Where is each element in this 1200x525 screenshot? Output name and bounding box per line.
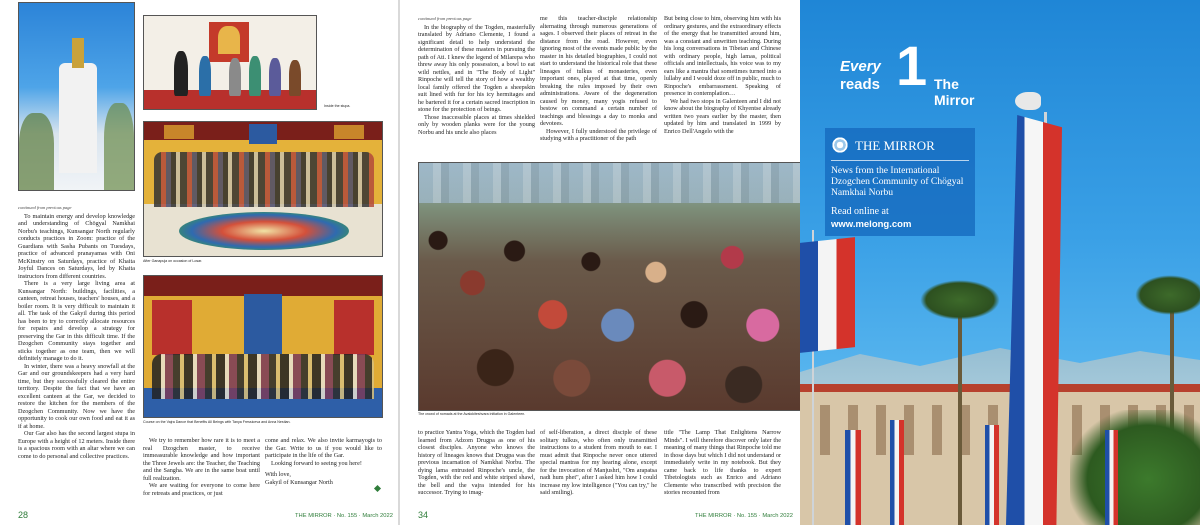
tagline: News from the International Dzogchen Community of Chögyal Namkhai Norbu bbox=[831, 165, 964, 198]
flag-main bbox=[1006, 115, 1062, 525]
flag-small bbox=[1105, 430, 1118, 525]
middle-page bbox=[400, 0, 800, 525]
left-column-1 bbox=[18, 204, 135, 460]
paragraph: title "The Lamp That Enlightens Narrow Minds". I will therefore discover only later the meaning of many things that Rinpoche told me in those days but which I did not understand or immediately write in my notebook. But they came back to life thanks to expert Tibetologists such as Enrico and Adriano Clemente who transcribed with precision the stories recounted from bbox=[664, 429, 781, 496]
flag-small bbox=[845, 430, 861, 525]
headline-mirror: Mirror bbox=[934, 92, 975, 108]
paragraph: Gakyil of Kunsangar North bbox=[265, 478, 333, 486]
page-footer: THE MIRROR · No. 155 · March 2022 bbox=[295, 513, 393, 519]
mirror-logo-icon bbox=[831, 136, 849, 154]
ganapuja-caption: After Ganapuja on occasion of Losar. bbox=[143, 259, 203, 263]
roof bbox=[800, 384, 1200, 392]
middle-column-1 bbox=[418, 15, 535, 136]
middle-bottom-column-3 bbox=[664, 429, 781, 497]
page-footer: THE MIRROR · No. 155 · March 2022 bbox=[695, 513, 793, 519]
info-box bbox=[825, 128, 975, 236]
flag-small bbox=[890, 420, 904, 525]
paragraph: Looking forward to seeing you here! bbox=[271, 459, 362, 467]
paragraph: come and relax. We also invite karmayogis to the Gar. Write to us if you would like to participate in the life of the Gar. bbox=[265, 437, 382, 459]
middle-bottom-column-1 bbox=[418, 429, 535, 497]
paragraph: With love, bbox=[265, 471, 291, 478]
tree-foliage bbox=[1070, 410, 1200, 525]
headline-the: The bbox=[934, 76, 959, 92]
mountain-silhouette bbox=[800, 330, 1200, 390]
cover-page bbox=[800, 0, 1200, 525]
nomads-caption: The crowd of nomads at the Avalokiteshvara initiation in Galenteen. bbox=[418, 412, 526, 416]
left-column-2 bbox=[143, 437, 260, 497]
vajra-dance-caption: Course on the Vajra Dance that Benefits All Beings with Tanya Fressiceva and Anna Nestian. bbox=[143, 420, 291, 424]
paragraph: Those inaccessible places at times shielded only by wooden planks were for the young Norbu and his uncle also places bbox=[418, 113, 535, 136]
paragraph: me this teacher-disciple relationship alternating through numerous generations of sages. I observed their places of retreat in the distance from the road. However, even ignoring most of the events made public by the master in his detailed biographies, I could not start to understand the historical role that these lineages of tulkus of monasteries, even important ones, played at that time, openly breaking the rules imposed by their own administrations. Aware of the degeneration caused by money, many yogis refused to bestow on command a certain number of teachings and blessings a day to monks and devotees. bbox=[540, 15, 657, 127]
paragraph: We try to remember how rare it is to meet a real Dzogchen master, to receive immeasurable knowledge and how important the Three Jewels are: the Teacher, the Teaching and the Sangha. We are in the same boat until full realization. bbox=[143, 437, 260, 482]
website-link[interactable]: www.melong.com bbox=[831, 219, 912, 230]
palm-crown bbox=[1135, 275, 1200, 315]
palm-crown bbox=[920, 280, 1000, 320]
paragraph: to practice Yantra Yoga, which the Togden had learned from Adzom Drugpa as one of his closest disciples. Anyone who knows the history of lineages knows that Drugpa was the previous incarnation of Namkhai Norbu. The dying lama entrusted Rinpoche's uncle, the Togden, with the red and white striped shawl, the bell and the vajra intended for his successor. Trying to imag- bbox=[418, 429, 535, 496]
stupa-caption: Inside the stupa. bbox=[324, 104, 351, 108]
ganapuja-photo bbox=[143, 121, 383, 257]
headline-every: Every bbox=[840, 58, 881, 75]
middle-column-2 bbox=[540, 15, 657, 143]
page-number: 34 bbox=[418, 510, 429, 520]
continued-label: continued from previous page bbox=[418, 16, 472, 21]
read-online-label: Read online at bbox=[831, 206, 889, 217]
headline-reads: reads bbox=[840, 76, 881, 93]
nomads-crowd-photo bbox=[418, 162, 800, 411]
paragraph: But being close to him, observing him with his ordinary gestures, and the extraordinary effects of the energy that he transmitted around him, was a constant and unwritten teaching. During his long conversations in Tibetan and Chinese with ordinary people, high lamas, political officials and intellectuals, his voice was to my ears like a mantra that sometimes turned into a lullaby and I would doze off in public, much to Rinpoche's embarrassment. Speaking of presence in contemplation… bbox=[664, 15, 781, 97]
bird bbox=[1015, 92, 1041, 110]
flag-left bbox=[800, 237, 855, 353]
end-mark-icon bbox=[374, 485, 381, 492]
paragraph: We had two stops in Galenteen and I did not know about the biography of Khyentse already written two years earlier by the master, then updated by him and translated in 1999 by Enrico Dell'Angelo with the bbox=[664, 97, 781, 135]
headline-number: 1 bbox=[896, 34, 928, 97]
paragraph: To maintain energy and develop knowledge and understanding of Chögyal Namkhai Norbu's teachings, Kunsangar North regularly conducts practices in Zoom: practice of the Guardians with Sasha Pubants on Tuesdays, practice of advanced pranayamas with Oni McKinstry on Saturdays, practice of Khaita Joyful Dances on Saturdays, led by Khaita instructors from different countries. bbox=[18, 212, 135, 280]
info-divider bbox=[831, 160, 969, 161]
vajra-dance-photo bbox=[143, 275, 383, 418]
middle-bottom-column-2 bbox=[540, 429, 657, 497]
paragraph: However, I fully understood the privilege of studying with a practitioner of the path bbox=[540, 127, 657, 142]
logo-text: THE MIRROR bbox=[855, 138, 935, 153]
flag-small bbox=[985, 425, 999, 525]
paragraph: of self-liberation, a direct disciple of these solitary tulkus, who often only transmitted instructions to a student from mouth to ear. I must admit that Rinpoche never once uttered special mantras for my hearing alone, except for the invocation of Manjushri, "Om arapatsa nadi hum phet", after I asked him how I could increase my low intelligence ("You can try," he said smiling). bbox=[540, 429, 657, 496]
page-number: 28 bbox=[18, 510, 29, 520]
stupa-snow-photo bbox=[18, 2, 135, 191]
paragraph: There is a very large living area at Kunsangar North: buildings, facilities, a canteen, retreat houses, teachers' houses, and a boiler room. It is very difficult to maintain it all. The task of the Gakyil during this period has been to try to correctly allocate resources for repairs and develop a strategy for preserving the Gar in this difficult time. If the Dzogchen Community stays together and sticks together as one team, then we will definitely manage to do it. bbox=[18, 280, 135, 362]
continued-label: continued from previous page bbox=[18, 205, 72, 210]
paragraph: We are waiting for everyone to come here for retreats and practices, or just bbox=[143, 482, 260, 497]
stupa-interior-photo bbox=[143, 15, 317, 110]
palm-tree bbox=[958, 300, 962, 525]
paragraph: In the biography of the Togden, masterfully translated by Adriano Clemente, I found a significant detail to help understand the determination of these masters in pursuing the path of Ati. I knew the legend of Milarepa who threw away his only possession, a bowl to eat wild nettles, and in "The Body of Light" Rinpoche will tell the story of how a wealthy local family offered the Togden a sheepskin suit lined with fur for his icy hermitages and he bartered it for a certain sacred inscription in stone for the protection of beings. bbox=[418, 23, 535, 113]
paragraph: In winter, there was a heavy snowfall at the Gar and our groundskeepers had a very hard time, but they successfully cleared the entire territory. Despite the fact that we have an excellent canteen at the Gar, we decided to restore the kitchen for the members of the Dzogchen Community. Now we have the opportunity to cook our own food and eat it as if at home. bbox=[18, 362, 135, 430]
middle-column-3 bbox=[664, 15, 781, 135]
left-column-3 bbox=[265, 437, 382, 486]
paragraph: Our Gar also has the second largest stupa in Europe with a height of 12 meters. Inside there is a spacious room with an altar where we can come to do personal and collective practices. bbox=[18, 430, 135, 460]
headline bbox=[830, 34, 990, 120]
left-page bbox=[0, 0, 398, 525]
